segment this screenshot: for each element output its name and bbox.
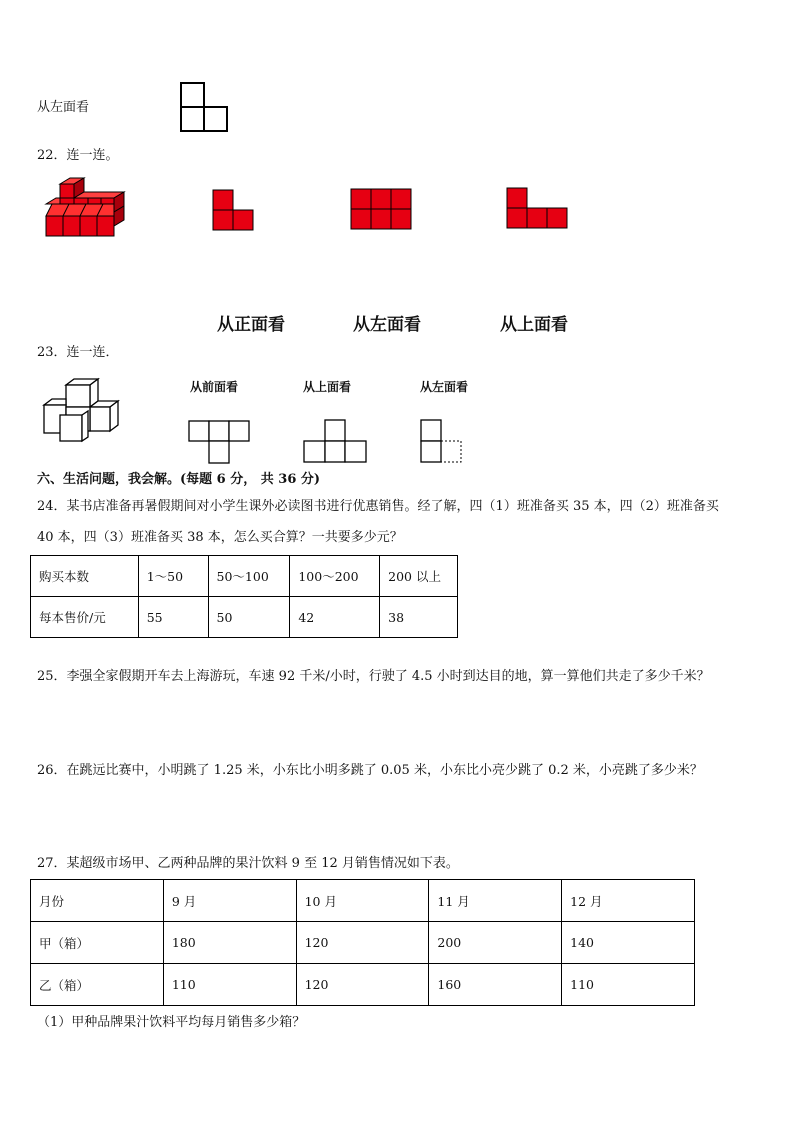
table-cell: 120	[296, 964, 429, 1006]
table-cell: 每本售价/元	[31, 597, 139, 638]
q23-view-t-shape	[189, 421, 251, 465]
q22-title: 22．连一连。	[37, 148, 119, 163]
table-cell: 110	[562, 964, 695, 1006]
table-cell: 50	[208, 597, 290, 638]
q27-sub1: （1）甲种品牌果汁饮料平均每月销售多少箱？	[37, 1015, 306, 1030]
table-cell: 110	[163, 964, 296, 1006]
table-cell: 100～200	[290, 556, 380, 597]
left-view-label: 从左面看	[37, 100, 90, 115]
table-cell: 1～50	[138, 556, 208, 597]
q24-line2: 40 本，四（3）班准备买 38 本，怎么买合算？一共要多少元？	[37, 530, 403, 545]
q22-label-left: 从左面看	[353, 315, 421, 335]
table-cell: 9 月	[163, 880, 296, 922]
table-cell: 120	[296, 922, 429, 964]
table-cell: 38	[380, 597, 458, 638]
table-row	[31, 556, 458, 597]
table-cell: 42	[290, 597, 380, 638]
table-cell: 180	[163, 922, 296, 964]
q22-view-rectangle	[351, 189, 413, 231]
table-row	[31, 597, 458, 638]
q27-text: 27．某超级市场甲、乙两种品牌的果汁饮料 9 至 12 月销售情况如下表。	[37, 856, 459, 871]
q25-text: 25．李强全家假期开车去上海游玩，车速 92 千米/小时，行驶了 4.5 小时到达目的地，算一算他们共走了多少千米？	[37, 669, 710, 684]
q24-price-table	[30, 555, 458, 638]
table-cell: 200 以上	[380, 556, 458, 597]
q27-sales-table	[30, 879, 695, 1006]
table-cell: 200	[429, 922, 562, 964]
q22-label-front: 从正面看	[217, 315, 285, 335]
q22-3d-cubes	[46, 178, 126, 238]
table-row	[31, 880, 695, 922]
table-cell: 甲（箱）	[31, 922, 164, 964]
table-cell: 11 月	[429, 880, 562, 922]
table-cell: 购买本数	[31, 556, 139, 597]
q22-view-long-l-shape	[507, 188, 569, 230]
table-cell: 50～100	[208, 556, 290, 597]
table-cell: 140	[562, 922, 695, 964]
table-cell: 月份	[31, 880, 164, 922]
table-row	[31, 922, 695, 964]
q23-label-front: 从前面看	[190, 380, 239, 394]
section6-title: 六、生活问题，我会解。(每题 6 分， 共 36 分)	[37, 472, 321, 487]
table-cell: 55	[138, 597, 208, 638]
left-view-figure	[180, 82, 230, 134]
q23-3d-cubes	[44, 379, 124, 443]
q23-view-column-dashed	[421, 420, 465, 464]
table-cell: 160	[429, 964, 562, 1006]
q22-label-top: 从上面看	[500, 315, 568, 335]
table-cell: 12 月	[562, 880, 695, 922]
q23-label-left: 从左面看	[420, 380, 469, 394]
table-row	[31, 964, 695, 1006]
table-cell: 乙（箱）	[31, 964, 164, 1006]
table-cell: 10 月	[296, 880, 429, 922]
q23-label-top: 从上面看	[303, 380, 352, 394]
q26-text: 26．在跳远比赛中，小明跳了 1.25 米，小东比小明多跳了 0.05 米，小东比小亮少跳了 0.2 米，小亮跳了多少米？	[37, 763, 703, 778]
q22-view-l-shape	[213, 190, 255, 232]
q23-title: 23．连一连．	[37, 345, 119, 360]
q24-line1: 24．某书店准备再暑假期间对小学生课外必读图书进行优惠销售。经了解，四（1）班准备买 35 本，四（2）班准备买	[37, 499, 719, 514]
q23-view-inverted-t	[304, 420, 368, 464]
